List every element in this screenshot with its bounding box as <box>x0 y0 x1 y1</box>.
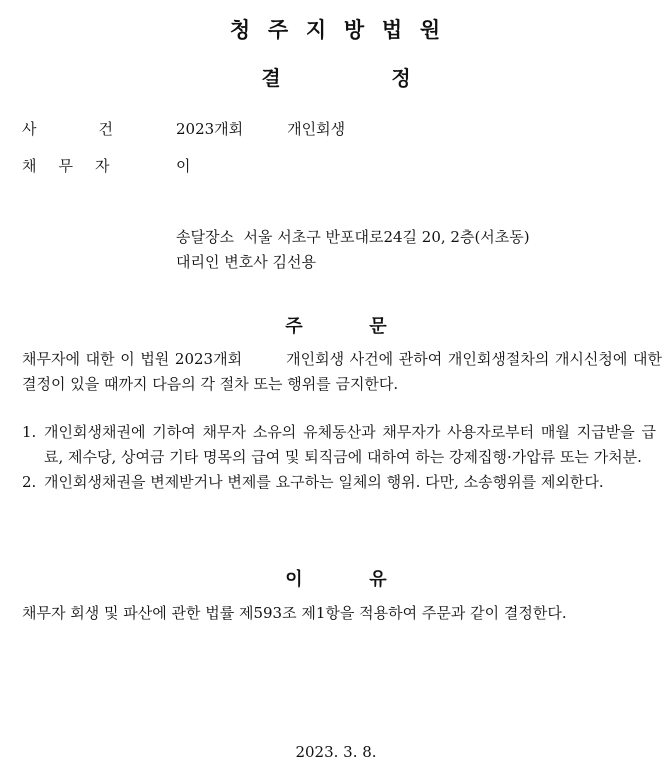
reason-text: 채무자 회생 및 파산에 관한 법률 제593조 제1항을 적용하여 주문과 같이 결정한다. <box>22 604 567 622</box>
case-number: 2023개회 <box>176 120 244 138</box>
label-char: 무 <box>58 157 73 175</box>
order-item-number: 1. <box>22 423 37 441</box>
order-list <box>22 420 656 495</box>
order-item-number: 2. <box>22 473 37 491</box>
label-char: 채 <box>22 157 37 175</box>
label-char: 사 <box>22 120 37 138</box>
order-intro-part1: 채무자에 대한 이 법원 2023개회 <box>22 350 243 368</box>
case-label <box>22 118 142 139</box>
case-type: 개인회생 <box>287 120 346 138</box>
heading-char: 유 <box>369 569 387 590</box>
case-value <box>176 118 345 139</box>
order-intro-part2: 개인회생 사건에 관하여 개인회생절차의 개시신청에 대한 결정이 있을 때까지 다음의 각 절차 또는 행위를 금지한다. <box>22 350 663 393</box>
court-char: 방 <box>343 18 367 42</box>
heading-char: 문 <box>369 316 387 337</box>
heading-char: 이 <box>285 569 303 590</box>
representative: 대리인 변호사 김선용 <box>176 253 316 271</box>
title-char: 정 <box>391 66 411 90</box>
address-block <box>176 225 530 275</box>
service-address: 송달장소 서울 서초구 반포대로24길 20, 2층(서초동) <box>176 228 530 246</box>
court-char: 주 <box>267 18 291 42</box>
debtor-label <box>22 155 142 176</box>
court-char: 원 <box>419 18 443 42</box>
reason-heading <box>0 565 672 591</box>
label-char: 자 <box>95 157 110 175</box>
document-title <box>0 62 672 91</box>
title-char: 결 <box>261 66 281 90</box>
heading-char: 주 <box>285 316 303 337</box>
court-char: 지 <box>305 18 329 42</box>
debtor-name: 이 <box>176 157 191 175</box>
order-item <box>22 470 656 495</box>
label-char: 건 <box>98 120 113 138</box>
order-item-text: 개인회생채권을 변제받거나 변제를 요구하는 일체의 행위. 다만, 소송행위를 제외한다. <box>44 473 604 491</box>
court-name <box>0 14 672 44</box>
order-item <box>22 420 656 470</box>
order-heading <box>0 312 672 338</box>
decision-date: 2023. 3. 8. <box>295 743 377 761</box>
order-intro <box>22 347 662 397</box>
order-item-text: 개인회생채권에 기하여 채무자 소유의 유체동산과 채무자가 사용자로부터 매월 지급받을 급료, 제수당, 상여금 기타 명목의 급여 및 퇴직금에 대하여 하는 강제집행·가압류 또는 가처분. <box>44 423 656 466</box>
court-char: 청 <box>229 18 253 42</box>
court-char: 법 <box>381 18 405 42</box>
